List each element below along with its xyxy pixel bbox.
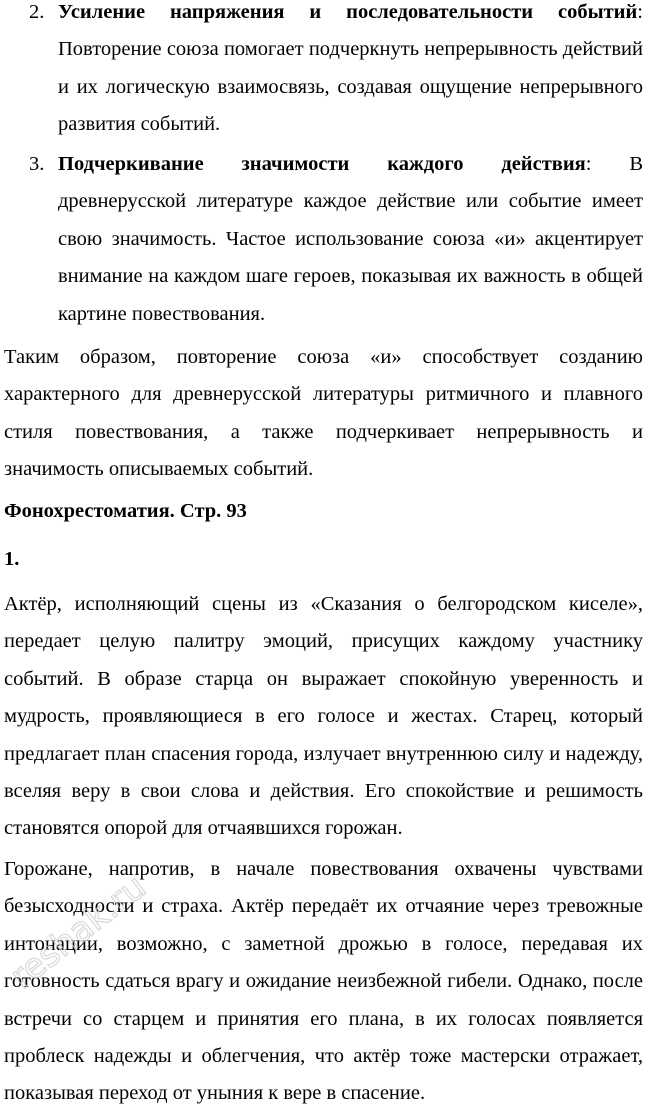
- list-item-3: [58, 146, 643, 333]
- body-paragraph-2: Горожане, напротив, в начале повествования охвачены чувствами безысходности и страха. Актёр передаёт их отчаяние через тревожные интонации, возможно, с заметной дрожью в голосе, передавая их готовность сдаться врагу и ожидание неизбежной гибели. Однако, после встречи со старцем и принятия его плана, в их голосах появляется проблеск надежды и облегчения, что актёр тоже мастерски отражает, показывая переход от уныния к вере в спасение.: [4, 858, 643, 1105]
- list-number-3: 3.: [29, 153, 45, 175]
- list-item-2: [58, 0, 643, 144]
- body-paragraph-1: Актёр, исполняющий сцены из «Сказания о белгородском киселе», передает целую палитру эмоций, присущих каждому участнику событий. В образе старца он выражает спокойную уверенность и мудрость, проявляющиеся в его голосе и жестах. Старец, который предлагает план спасения города, излучает внутреннюю силу и надежду, вселяя веру в свои слова и действия. Его спокойствие и решимость становятся опорой для отчаявшихся горожан.: [4, 593, 643, 840]
- list-number-2: 2.: [29, 1, 45, 23]
- svg-text:reshak.ru: reshak.ru: [2, 878, 154, 998]
- section-heading: Фонохрестоматия. Стр. 93: [4, 500, 247, 522]
- list-item-2-text: : Повторение союза помогает подчеркнуть непрерывность действий и их логическую взаимосвязь, создавая ощущение непрерывного развития событий.: [58, 1, 643, 136]
- conclusion-paragraph: Таким образом, повторение союза «и» способствует созданию характерного для древнерусской литературы ритмичного и плавного стиля повествования, а также подчеркивает непрерывность и значимость описываемых событий.: [4, 346, 643, 481]
- task-number: 1.: [4, 548, 20, 570]
- list-item-3-term: Подчеркивание значимости каждого действия: [58, 153, 586, 175]
- list-item-2-term: Усиление напряжения и последовательности событий: [58, 1, 638, 23]
- list-item-3-text: : В древнерусской литературе каждое действие или событие имеет свою значимость. Частое использование союза «и» акцентирует внимание на каждом шаге героев, показывая их важность в общей картине повествования.: [58, 153, 643, 325]
